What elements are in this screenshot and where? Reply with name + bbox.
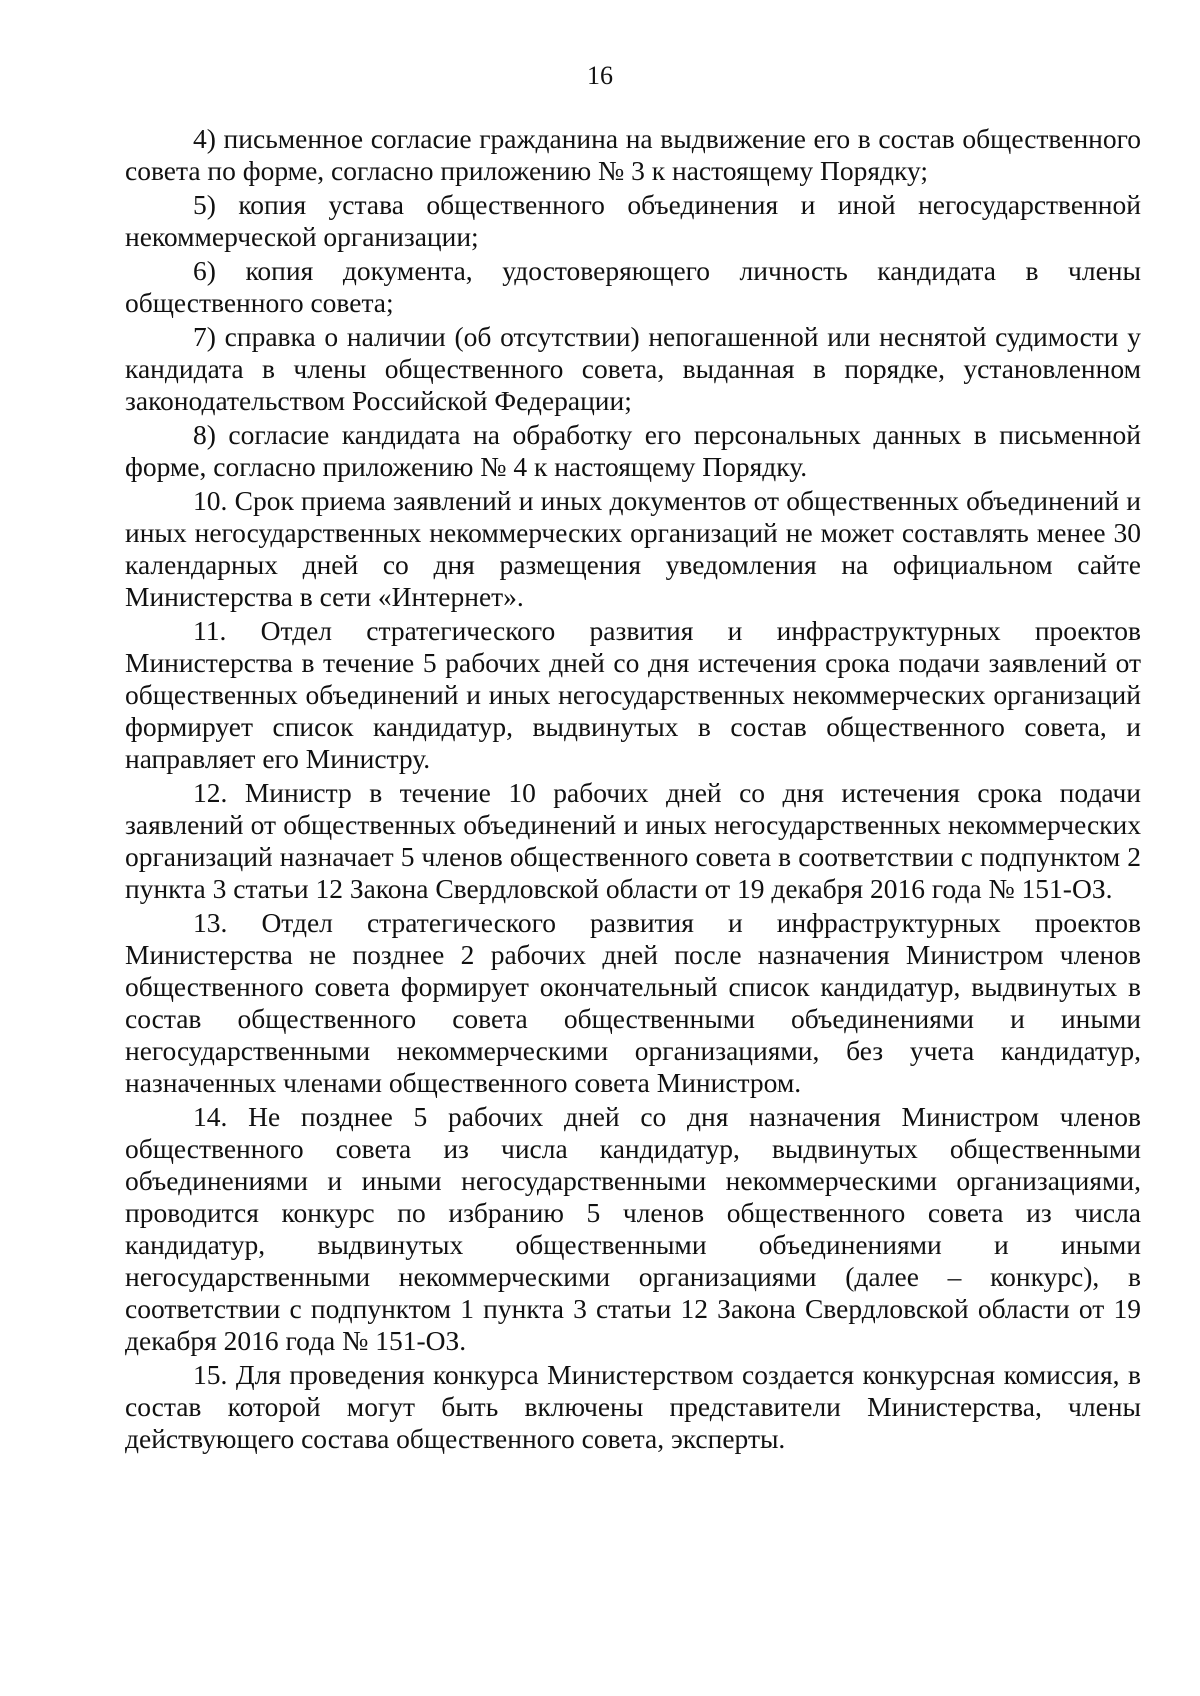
paragraph-section-11: 11. Отдел стратегического развития и инфраструктурных проектов Министерства в течение 5 рабочих дней со дня истечения срока подачи заявлений от общественных объединений и иных негосударственных некоммерческих организаций формирует список кандидатур, выдвинутых в состав общественного совета, и направляет его Министру. bbox=[125, 615, 1141, 774]
paragraph-item-8: 8) согласие кандидата на обработку его персональных данных в письменной форме, согласно приложению № 4 к настоящему Порядку. bbox=[125, 419, 1141, 482]
paragraph-item-6: 6) копия документа, удостоверяющего личность кандидата в члены общественного совета; bbox=[125, 255, 1141, 318]
paragraph-section-12: 12. Министр в течение 10 рабочих дней со дня истечения срока подачи заявлений от общественных объединений и иных негосударственных некоммерческих организаций назначает 5 членов общественного совета в соответствии с подпунктом 2 пункта 3 статьи 12 Закона Свердловской области от 19 декабря 2016 года № 151-ОЗ. bbox=[125, 777, 1141, 904]
page-number: 16 bbox=[587, 61, 613, 90]
paragraph-item-5: 5) копия устава общественного объединения и иной негосударственной некоммерческой организации; bbox=[125, 189, 1141, 252]
paragraph-section-14: 14. Не позднее 5 рабочих дней со дня назначения Министром членов общественного совета из числа кандидатур, выдвинутых общественными объединениями и иными негосударственными некоммерческими организациями, проводится конкурс по избранию 5 членов общественного совета из числа кандидатур, выдвинутых общественными объединениями и иными негосударственными некоммерческими организациями (далее – конкурс), в соответствии с подпунктом 1 пункта 3 статьи 12 Закона Свердловской области от 19 декабря 2016 года № 151-ОЗ. bbox=[125, 1101, 1141, 1356]
paragraph-section-13: 13. Отдел стратегического развития и инфраструктурных проектов Министерства не позднее 2 рабочих дней после назначения Министром членов общественного совета формирует окончательный список кандидатур, выдвинутых в состав общественного совета общественными объединениями и иными негосударственными некоммерческими организациями, без учета кандидатур, назначенных членами общественного совета Министром. bbox=[125, 907, 1141, 1098]
paragraph-section-15: 15. Для проведения конкурса Министерством создается конкурсная комиссия, в состав которой могут быть включены представители Министерства, члены действующего состава общественного совета, эксперты. bbox=[125, 1359, 1141, 1454]
paragraph-item-7: 7) справка о наличии (об отсутствии) непогашенной или неснятой судимости у кандидата в члены общественного совета, выданная в порядке, установленном законодательством Российской Федерации; bbox=[125, 321, 1141, 416]
paragraph-item-4: 4) письменное согласие гражданина на выдвижение его в состав общественного совета по форме, согласно приложению № 3 к настоящему Порядку; bbox=[125, 123, 1141, 186]
document-body bbox=[125, 123, 1141, 1457]
paragraph-section-10: 10. Срок приема заявлений и иных документов от общественных объединений и иных негосударственных некоммерческих организаций не может составлять менее 30 календарных дней со дня размещения уведомления на официальном сайте Министерства в сети «Интернет». bbox=[125, 485, 1141, 612]
